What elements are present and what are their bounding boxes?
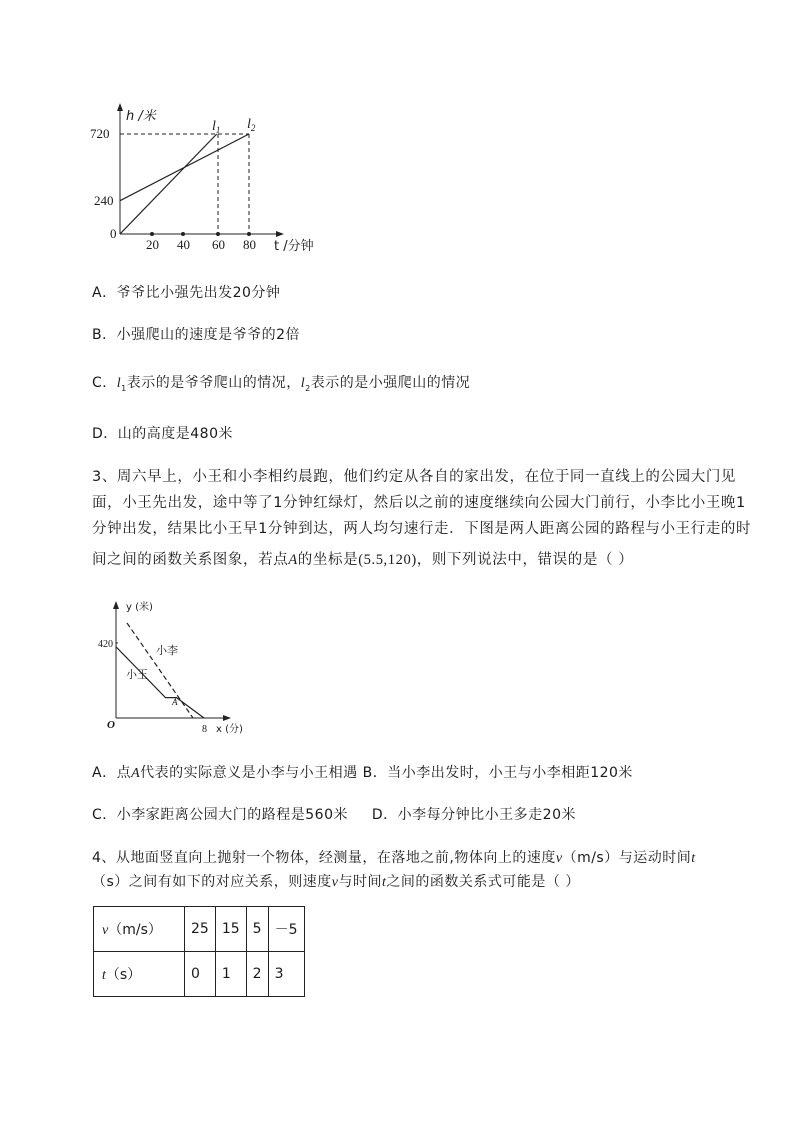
chart1-y-tick-0: 0 xyxy=(110,226,117,241)
chart1-line-label-l2: $l_2$ xyxy=(247,117,256,133)
q3-option-a-prefix: A．点 xyxy=(92,765,132,781)
chart1-y-tick-720: 720 xyxy=(90,126,110,141)
table-header-v-unit: （m/s） xyxy=(108,922,162,938)
q2-option-a: A．爷爷比小强先出发20分钟 xyxy=(92,285,281,301)
q3-stem-line4-a: 间之间的函数关系图象，若点 xyxy=(92,552,289,568)
chart2-point-a: A xyxy=(172,697,178,707)
q2-option-c-prefix: C． xyxy=(92,375,117,391)
chart2-x-axis-label: x (分) xyxy=(216,724,243,735)
chart1-series-l2 xyxy=(120,134,249,201)
q2-option-c-l1-sub: 1 xyxy=(121,383,127,393)
chart1-y-arrow xyxy=(117,103,123,111)
table-cell: 2 xyxy=(246,952,268,997)
q3-option-b: B．当小李出发时，小王与小李相距120米 xyxy=(362,765,633,781)
table-cell: 1 xyxy=(215,952,246,997)
q2-option-b: B．小强爬山的速度是爷爷的2倍 xyxy=(92,327,301,343)
table-cell: －5 xyxy=(268,907,304,952)
chart2-y-tick-420: 420 xyxy=(98,639,113,650)
chart1-tick-dot-20 xyxy=(150,232,154,236)
chart1-x-arrow xyxy=(276,231,284,237)
q4-stem-line1 xyxy=(92,848,696,869)
q2-option-c-l1: l xyxy=(116,376,122,391)
q2-option-d: D．山的高度是480米 xyxy=(92,426,234,442)
q4-stem-line1-b: （m/s）与运动时间 xyxy=(562,850,692,866)
chart1-x-tick-60: 60 xyxy=(212,237,225,252)
chart1-tick-dot-80 xyxy=(247,232,251,236)
table-row xyxy=(94,907,305,952)
q2-option-c-l2-sub: 2 xyxy=(305,383,311,393)
chart1-y-axis-label: h /米 xyxy=(126,109,156,124)
q3-stem-coord: (5.5,120) xyxy=(358,552,417,568)
chart2-x-tick-8: 8 xyxy=(202,724,207,735)
table-cell: 0 xyxy=(185,952,216,997)
chart2-label-xiaowang: 小王 xyxy=(126,668,148,681)
q4-stem-line1-a: 4、从地面竖直向上抛射一个物体，经测量，在落地之前,物体向上的速度 xyxy=(92,850,556,866)
table-cell: 15 xyxy=(215,907,246,952)
chart1-line-label-l1: $l_1$ xyxy=(212,119,221,135)
chart2-y-arrow xyxy=(113,601,119,609)
q4-stem-line2-a: （s）之间有如下的对应关系，则速度 xyxy=(92,874,332,890)
table-cell: 5 xyxy=(246,907,268,952)
chart-climb xyxy=(80,100,340,260)
q3-stem-line4-c: ，则下列说法中，错误的是（ ） xyxy=(416,552,634,568)
q3-stem-line1: 3、周六早上，小王和小李相约晨跑，他们约定从各自的家出发，在位于同一直线上的公园大门见 xyxy=(92,469,737,485)
table-header-t xyxy=(94,952,185,997)
velocity-time-table xyxy=(93,906,305,997)
chart2-label-xiaoli: 小李 xyxy=(156,644,178,657)
q4-stem-var-v: v xyxy=(555,851,563,866)
q2-option-c-suffix: 表示的是小强爬山的情况 xyxy=(310,375,471,391)
table-cell: 3 xyxy=(268,952,304,997)
chart1-x-tick-80: 80 xyxy=(243,237,256,252)
q3-stem-line4-b: 的坐标是 xyxy=(297,552,359,568)
q3-options-row2 xyxy=(92,805,576,825)
q3-stem-point-a: A xyxy=(288,552,298,568)
q3-option-c: C．小李家距离公园大门的路程是560米 xyxy=(92,807,348,823)
table-header-v xyxy=(94,907,185,952)
chart1-tick-dot-40 xyxy=(181,232,185,236)
table-cell: 25 xyxy=(185,907,216,952)
table-header-t-var: t xyxy=(102,968,106,983)
chart1-tick-dot-60 xyxy=(216,232,220,236)
chart1-x-axis-label: t /分钟 xyxy=(274,239,314,254)
chart2-series-xiaowang xyxy=(116,647,204,718)
q3-stem-line2: 面，小王先出发，途中等了1分钟红绿灯，然后以之前的速度继续向公园大门前行，小李比小王晚1 xyxy=(92,495,746,511)
q4-stem-var-t: t xyxy=(691,851,696,866)
q3-option-a-point: A xyxy=(131,766,141,781)
q3-stem-line4 xyxy=(92,545,633,575)
q4-stem-line2-c: 之间的函数关系式可能是（ ） xyxy=(386,874,580,890)
chart2-y-axis-label: y (米) xyxy=(126,602,153,613)
chart1-x-tick-20: 20 xyxy=(146,237,159,252)
q4-stem-line2 xyxy=(92,872,580,893)
table-header-t-unit: （s） xyxy=(105,967,142,983)
q3-option-d: D．小李每分钟比小王多走20米 xyxy=(371,807,577,823)
table-header-v-var: v xyxy=(102,923,109,938)
q4-stem-line2-var-v: v xyxy=(331,875,339,890)
chart1-x-tick-40: 40 xyxy=(177,237,190,252)
chart2-origin: O xyxy=(107,719,115,731)
q3-options-row1 xyxy=(92,763,633,784)
q4-stem-line2-var-t: t xyxy=(382,875,387,890)
chart-running xyxy=(96,598,256,740)
chart2-x-arrow xyxy=(223,715,231,721)
q2-option-c xyxy=(92,373,470,399)
q2-option-c-mid: 表示的是爷爷爬山的情况， xyxy=(126,375,301,391)
chart1-y-tick-240: 240 xyxy=(94,193,114,208)
q4-stem-line2-b: 与时间 xyxy=(338,874,383,890)
table-row xyxy=(94,952,305,997)
chart1-series-l1 xyxy=(120,134,217,234)
q3-stem-line3: 分钟出发，结果比小王早1分钟到达，两人均匀速行走．下图是两人距离公园的路程与小王行走的时 xyxy=(92,521,752,537)
q3-option-a-text: 代表的实际意义是小李与小王相遇 xyxy=(140,765,358,781)
q2-option-c-l2: l xyxy=(300,376,306,391)
